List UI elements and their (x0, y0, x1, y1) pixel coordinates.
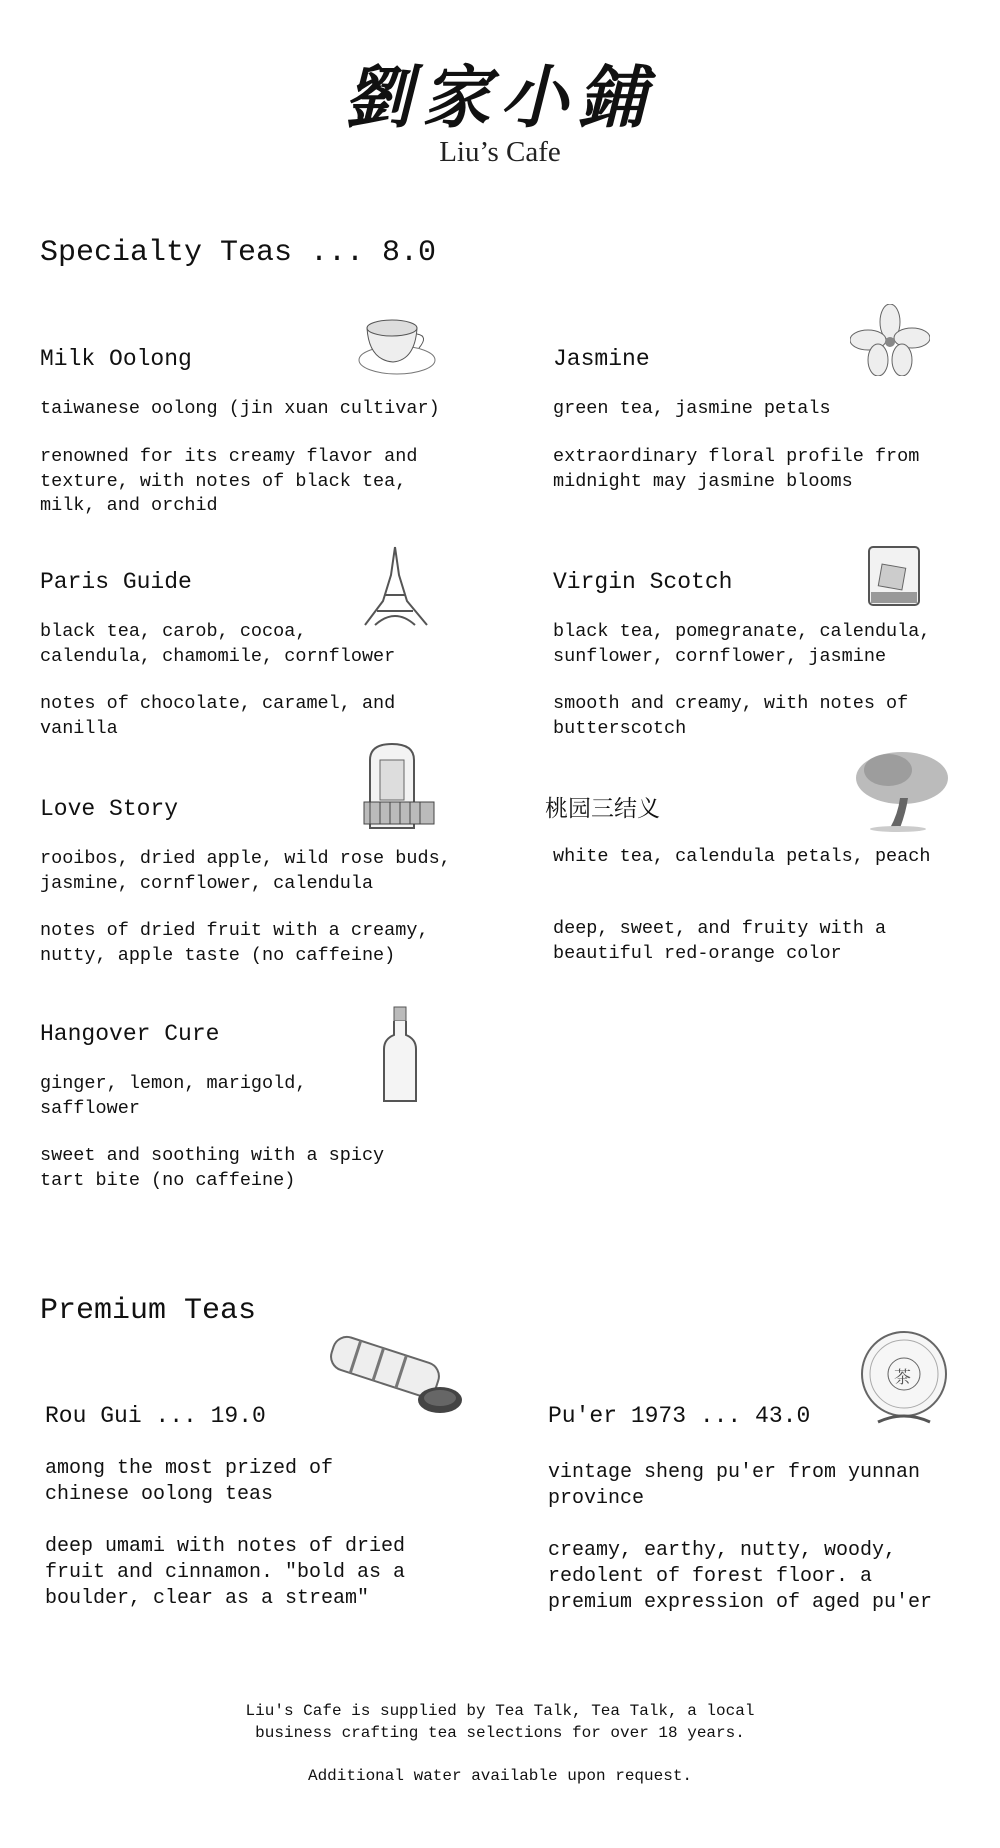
item-name: 桃园三结义 (545, 796, 660, 822)
item-name: Rou Gui ... 19.0 (45, 1403, 266, 1429)
item-ingredients: vintage sheng pu'er from yunnan province (548, 1461, 921, 1510)
item-name: Hangover Cure (40, 1021, 220, 1047)
item-name: Love Story (40, 796, 179, 822)
specialty-teas-heading: Specialty Teas ... 8.0 (40, 236, 437, 270)
premium-teas-heading: Premium Teas (40, 1294, 257, 1328)
item-notes: sweet and soothing with a spicy tart bite (no caffeine) (40, 1145, 385, 1191)
item-ingredients: black tea, carob, cocoa, calendula, chamomile, cornflower (40, 621, 396, 667)
footer-supplier-note: Liu's Cafe is supplied by Tea Talk, Tea Talk, a local business crafting tea selections for over 18 years. (245, 1702, 755, 1742)
item-name: Milk Oolong (40, 346, 192, 372)
bottle-icon (380, 1005, 420, 1105)
item-ingredients: ginger, lemon, marigold, safflower (40, 1073, 307, 1119)
eiffel-tower-icon (355, 545, 435, 627)
item-ingredients: black tea, pomegranate, calendula, sunflower, cornflower, jasmine (553, 621, 931, 667)
item-ingredients: taiwanese oolong (jin xuan cultivar) (40, 398, 440, 419)
item-notes: extraordinary floral profile from midnight may jasmine blooms (553, 446, 920, 492)
item-ingredients: green tea, jasmine petals (553, 398, 831, 419)
item-notes: creamy, earthy, nutty, woody, redolent of forest floor. a premium expression of aged pu'er (548, 1539, 933, 1614)
logo-chinese-name: 劉家小鋪 (343, 58, 656, 138)
item-ingredients: rooibos, dried apple, wild rose buds, jasmine, cornflower, calendula (40, 848, 451, 894)
logo-english-name: Liu’s Cafe (439, 136, 561, 168)
puer-cake-stamp: 茶 (894, 1368, 911, 1388)
item-name: Paris Guide (40, 569, 192, 595)
footer-water-note: Additional water available upon request. (307, 1767, 693, 1785)
item-name: Pu'er 1973 ... 43.0 (548, 1403, 811, 1429)
peach-tree-icon (852, 748, 952, 834)
item-notes: smooth and creamy, with notes of butterscotch (553, 693, 909, 739)
item-notes: deep, sweet, and fruity with a beautiful red-orange color (553, 918, 887, 964)
item-ingredients: white tea, calendula petals, peach (553, 846, 931, 867)
item-name: Jasmine (553, 346, 650, 372)
jasmine-flower-icon (850, 304, 930, 376)
item-ingredients: among the most prized of chinese oolong teas (45, 1457, 334, 1506)
item-notes: notes of dried fruit with a creamy, nutty, apple taste (no caffeine) (40, 920, 429, 966)
item-notes: renowned for its creamy flavor and texture, with notes of black tea, milk, and orchid (40, 446, 418, 516)
balcony-icon (362, 740, 440, 832)
whisky-glass-icon (866, 544, 922, 608)
item-notes: deep umami with notes of dried fruit and cinnamon. "bold as a boulder, clear as a stream" (45, 1535, 406, 1610)
teacup-icon (355, 310, 439, 380)
puer-cake-icon (858, 1330, 950, 1426)
item-notes: notes of chocolate, caramel, and vanilla (40, 693, 396, 739)
item-name: Virgin Scotch (553, 569, 733, 595)
tea-bundle-icon (322, 1334, 467, 1416)
